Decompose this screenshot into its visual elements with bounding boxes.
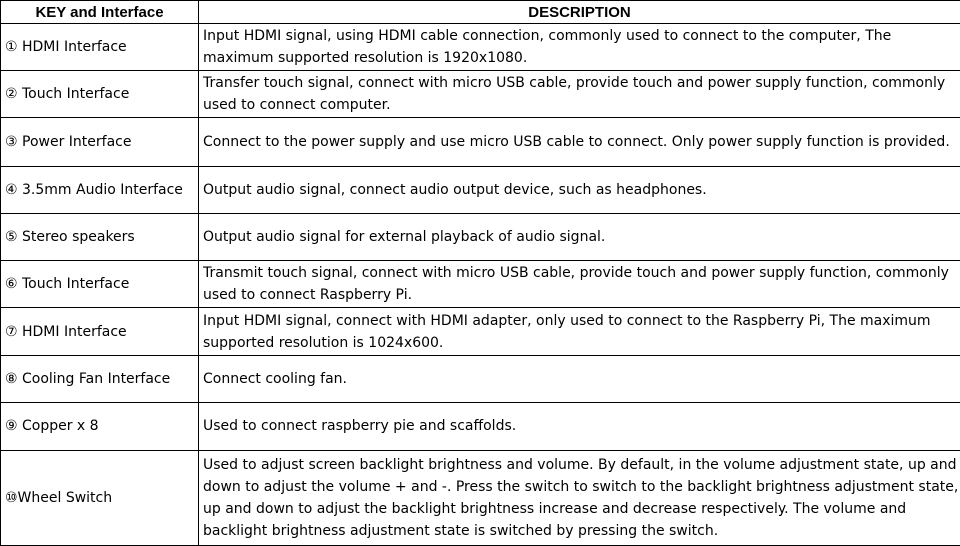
table-row	[1, 213, 960, 260]
description-cell: Output audio signal for external playback of audio signal.	[199, 213, 960, 260]
table-header-row	[1, 1, 960, 24]
key-cell: ⑥ Touch Interface	[1, 260, 199, 307]
description-cell: Connect cooling fan.	[199, 356, 960, 403]
description-cell: Output audio signal, connect audio output device, such as headphones.	[199, 166, 960, 213]
description-cell: Used to connect raspberry pie and scaffolds.	[199, 403, 960, 450]
key-cell: ② Touch Interface	[1, 71, 199, 118]
description-cell: Transmit touch signal, connect with micro USB cable, provide touch and power supply function, commonly used to connect Raspberry Pi.	[199, 260, 960, 307]
table-row	[1, 260, 960, 307]
table-row	[1, 308, 960, 356]
table-row	[1, 403, 960, 450]
key-cell: ⑨ Copper x 8	[1, 403, 199, 450]
table-row	[1, 356, 960, 403]
description-cell: Input HDMI signal, using HDMI cable connection, commonly used to connect to the computer, The maximum supported resolution is 1920x1080.	[199, 24, 960, 71]
table-row	[1, 71, 960, 118]
description-cell: Used to adjust screen backlight brightness and volume. By default, in the volume adjustment state, up and down to adjust the volume + and -. Press the switch to switch to the backlight brightness adjustment state, up and down to adjust the backlight brightness increase and decrease respectively. The volume and backlight brightness adjustment state is switched by pressing the switch.	[199, 450, 960, 545]
header-description: DESCRIPTION	[199, 1, 960, 24]
description-cell: Transfer touch signal, connect with micro USB cable, provide touch and power supply function, commonly used to connect computer.	[199, 71, 960, 118]
key-cell: ⑧ Cooling Fan Interface	[1, 356, 199, 403]
key-cell: ③ Power Interface	[1, 118, 199, 166]
table-row	[1, 166, 960, 213]
key-cell: ⑩Wheel Switch	[1, 450, 199, 545]
key-cell: ① HDMI Interface	[1, 24, 199, 71]
header-key-interface: KEY and Interface	[1, 1, 199, 24]
table-row	[1, 450, 960, 545]
description-cell: Connect to the power supply and use micro USB cable to connect. Only power supply function is provided.	[199, 118, 960, 166]
key-cell: ⑦ HDMI Interface	[1, 308, 199, 356]
description-cell: Input HDMI signal, connect with HDMI adapter, only used to connect to the Raspberry Pi, The maximum supported resolution is 1024x600.	[199, 308, 960, 356]
table-row	[1, 24, 960, 71]
key-cell: ④ 3.5mm Audio Interface	[1, 166, 199, 213]
key-cell: ⑤ Stereo speakers	[1, 213, 199, 260]
table-row	[1, 118, 960, 166]
